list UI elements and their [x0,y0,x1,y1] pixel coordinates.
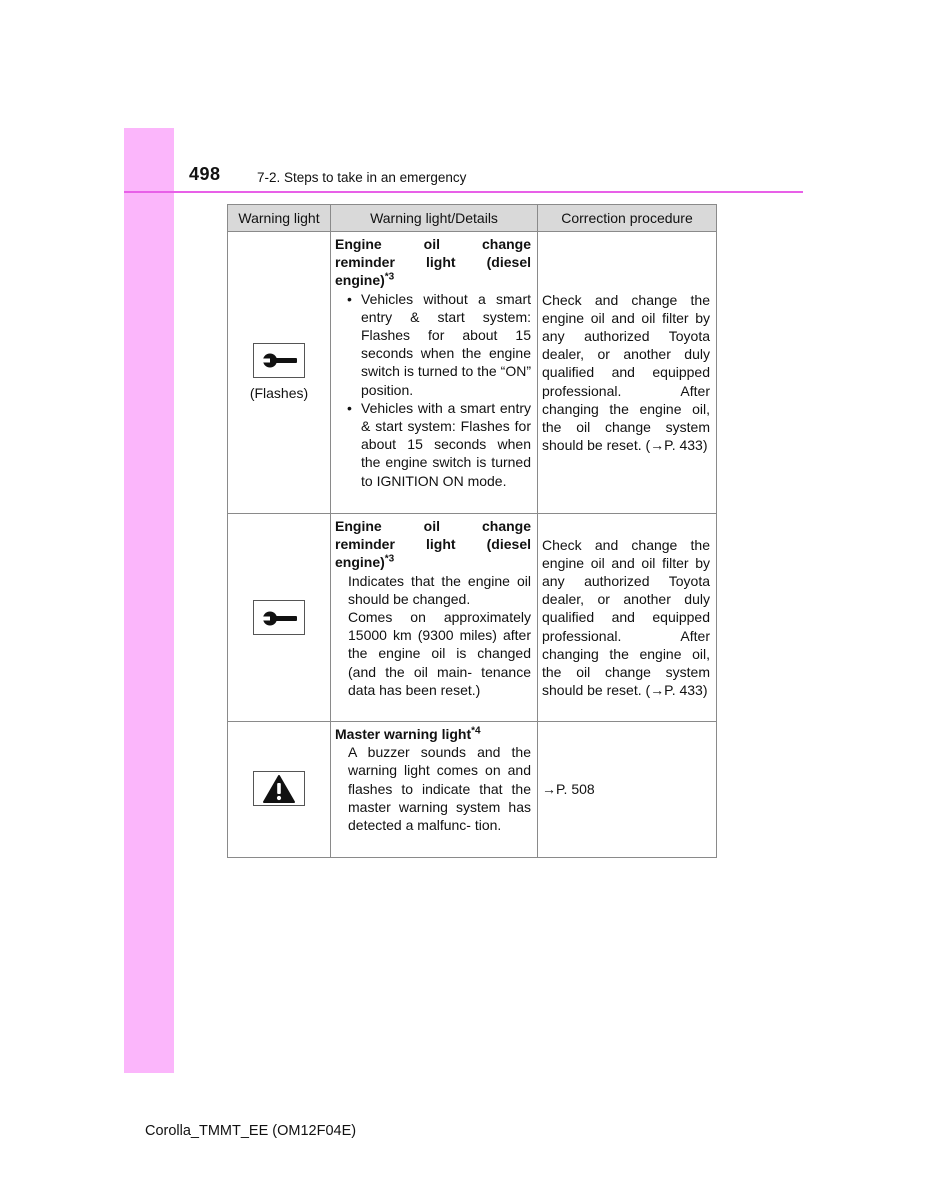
footnote-marker: *3 [384,553,395,565]
correction-cell: Check and change the engine oil and oil filter by any authorized Toyota dealer, or another duly qualified and equipped professional. After changing the engine oil, the oil change system should be reset. (→P. 433) [538,514,717,722]
warning-light-table [227,204,717,858]
section-title: 7-2. Steps to take in an emergency [257,170,467,185]
wrench-icon [253,343,305,378]
warning-light-cell [228,722,331,858]
correction-cell: Check and change the engine oil and oil filter by any authorized Toyota dealer, or another duly qualified and equipped professional. After changing the engine oil, the oil change system should be reset. (→P. 433) [538,232,717,514]
footer-model-code: Corolla_TMMT_EE (OM12F04E) [145,1123,357,1139]
detail-title-line: Engine oil change [335,236,531,252]
detail-title-line: engine)$^{*3}$ [335,553,395,571]
detail-title-line: reminder light (diesel [335,254,531,271]
detail-bullets [335,290,531,490]
detail-description: A buzzer sounds and the warning light comes on and flashes to indicate that the master warning system has detected a malfunc- tion. [348,744,531,834]
detail-title-line: Master warning light$^{*4}$ [335,725,481,742]
detail-title-line: Engine oil change [335,518,531,534]
detail-title-line: engine)$^{*3}$ [335,271,395,289]
detail-description: Indicates that the engine oil should be changed. [348,572,531,607]
column-header: Warning light/Details [331,205,538,232]
correction-cell: →P. 508 [538,722,717,858]
header-rule [124,191,803,193]
table-row [228,722,717,858]
table-row [228,232,717,514]
table-row [228,514,717,722]
footnote-marker: *4 [471,725,481,737]
list-item: • Vehicles without a smart entry & start system: Flashes for about 15 seconds when the engine switch is turned to the “ON” position. [347,290,531,399]
table-header-row [228,205,717,232]
details-cell [331,514,538,722]
list-item: • Vehicles with a smart entry & start system: Flashes for about 15 seconds when the engine switch is turned to IGNITION ON mode. [347,399,531,490]
warning-light-cell [228,232,331,514]
warning-light-cell [228,514,331,722]
detail-description: Comes on approximately 15000 km (9300 miles) after the engine oil is changed (and the oil main- tenance data has been reset.) [348,609,531,698]
details-cell [331,722,538,858]
details-cell [331,232,538,514]
wrench-icon [253,600,305,635]
footnote-marker: *3 [384,271,395,283]
column-header: Warning light [228,205,331,232]
flashes-caption: (Flashes) [249,384,309,401]
warning-triangle-icon [253,771,305,806]
column-header: Correction procedure [538,205,717,232]
page-number: 498 [189,164,221,184]
detail-title-line: reminder light (diesel [335,536,531,553]
section-tab-band [124,128,174,1073]
